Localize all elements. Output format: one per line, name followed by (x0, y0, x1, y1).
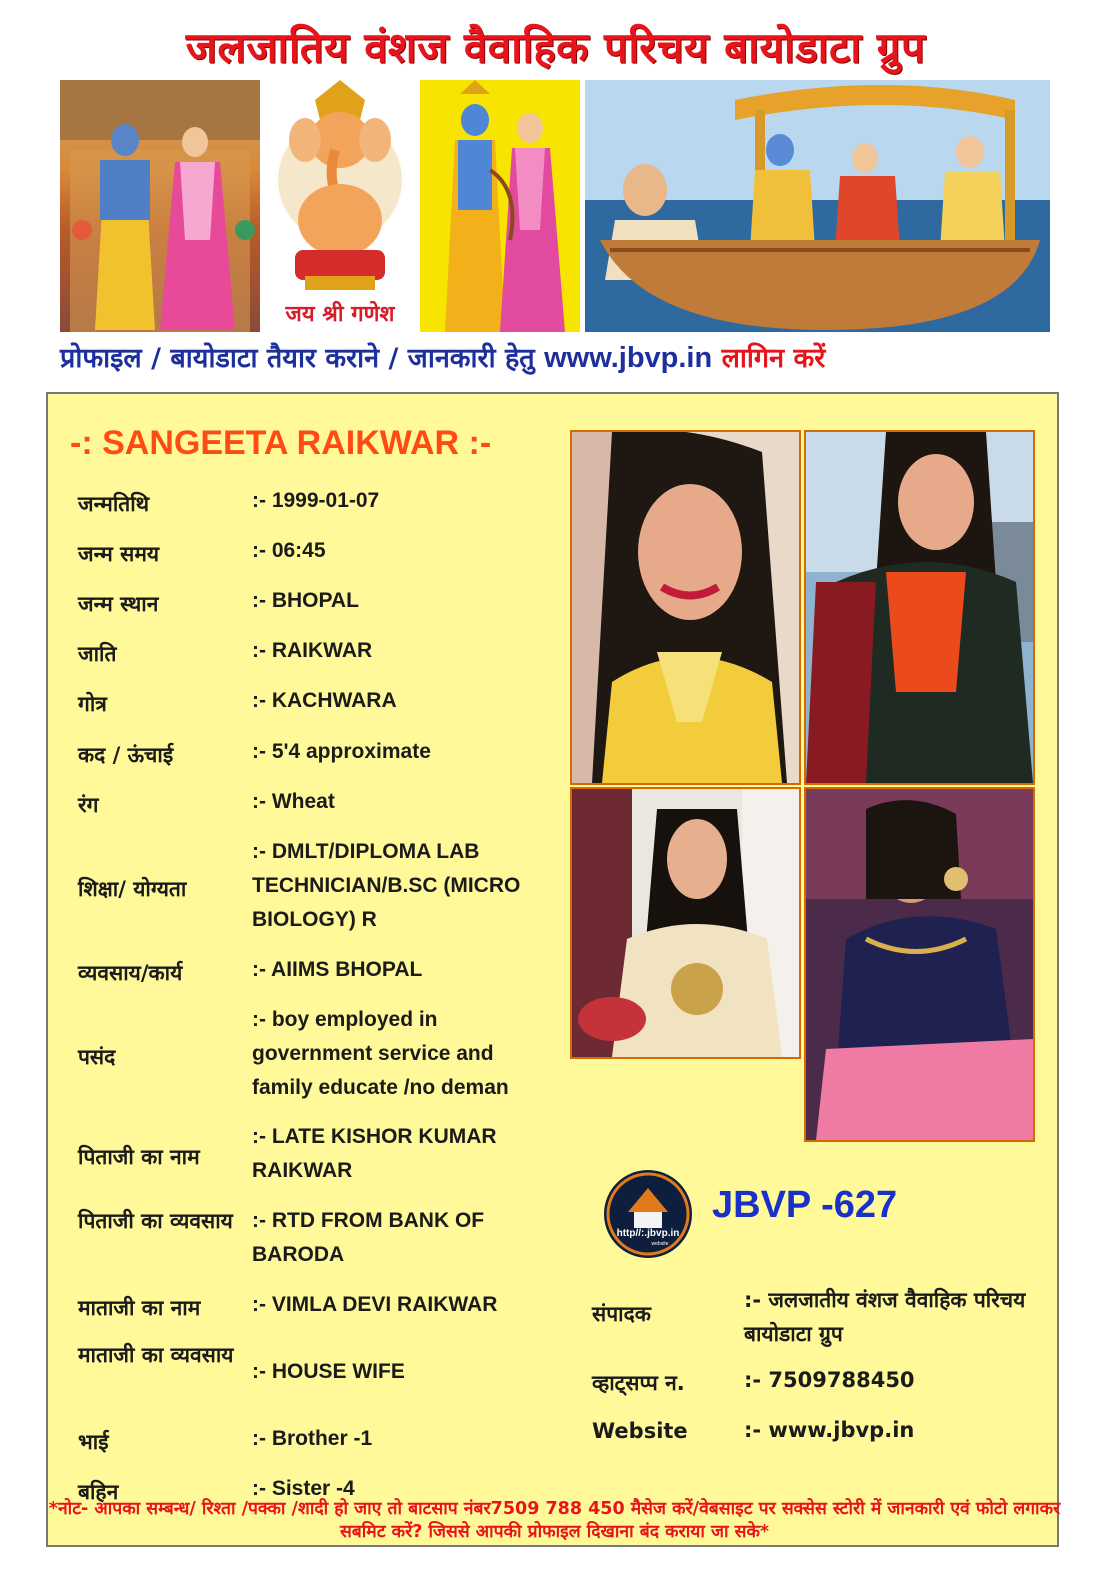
field-value: :- DMLT/DIPLOMA LAB TECHNICIAN/B.SC (MICRO BIOLOGY) R (252, 840, 521, 931)
field-value: :- RAIKWAR (252, 639, 373, 662)
contact-value[interactable]: :- www.jbvp.in (744, 1418, 915, 1442)
ganesh-caption: जय श्री गणेश (285, 302, 395, 327)
contact-value[interactable]: :- 7509788450 (744, 1368, 915, 1392)
field-label: जन्म समय (78, 542, 160, 566)
field-value: :- HOUSE WIFE (252, 1360, 405, 1383)
field-label: व्यवसाय/कार्य (78, 961, 183, 985)
footer-note: *नोट- आपका सम्बन्ध/ रिश्ता /पक्का /शादी हो जाए तो बाटसाप नंबर7509 788 450 मैसेज करें/वेबसाइट पर सक्सेस स्टोरी में जानकारी एवं फोटो लगाकर सबमिट करें? जिससे आपकी प्रोफाइल दिखाना बंद कराया जा सके* (48, 1499, 1061, 1542)
field-label: माताजी का नाम (78, 1296, 201, 1320)
contact-value: :- जलजातीय वंशज वैवाहिक परिचय बायोडाटा ग्रुप (744, 1288, 1026, 1346)
field-label: पिताजी का नाम (78, 1145, 200, 1169)
field-value: :- Brother -1 (252, 1427, 373, 1450)
field-value: :- 5'4 approximate (252, 740, 431, 763)
field-value: :- 06:45 (252, 539, 326, 562)
field-label: पिताजी का व्यवसाय (78, 1209, 233, 1233)
field-value: :- LATE KISHOR KUMAR RAIKWAR (252, 1125, 497, 1182)
ram-sita-wedding-image (60, 80, 260, 332)
subtitle (60, 338, 1050, 380)
field-value: :- RTD FROM BANK OF BARODA (252, 1209, 485, 1266)
boat-scene-image (585, 80, 1050, 332)
field-value: :- AIIMS BHOPAL (252, 958, 423, 981)
field-label: भाई (78, 1430, 109, 1454)
contact-label: व्हाट्सप्प न. (592, 1371, 685, 1395)
field-value: :- KACHWARA (252, 689, 397, 712)
jbvp-logo (602, 1168, 694, 1260)
profile-photo-1 (570, 430, 801, 785)
profile-photo-4 (804, 787, 1035, 1142)
field-label: जाति (78, 642, 117, 666)
subtitle-url-link[interactable]: www.jbvp.in (544, 342, 713, 374)
profile-photo-2 (804, 430, 1035, 785)
field-label: जन्मतिथि (78, 492, 150, 516)
field-label: जन्म स्थान (78, 592, 159, 616)
profile-name: -: SANGEETA RAIKWAR :- (70, 424, 492, 462)
ganesh-image (265, 80, 415, 332)
profile-code: JBVP -627 (712, 1184, 898, 1226)
banner-title: जलजातिय वंशज वैवाहिक परिचय बायोडाटा ग्रुप (185, 23, 926, 72)
field-value: :- boy employed in government service and family educate /no deman (252, 1008, 509, 1099)
deity-banner (60, 80, 1050, 332)
logo-sub-text: website (651, 1241, 669, 1247)
field-value: :- Wheat (252, 790, 335, 813)
field-value: :- Sister -4 (252, 1477, 355, 1500)
field-label: गोत्र (78, 692, 107, 716)
field-value: :- BHOPAL (252, 589, 359, 612)
field-value: :- VIMLA DEVI RAIKWAR (252, 1293, 498, 1316)
contact-label: संपादक (592, 1302, 651, 1326)
profile-photo-3 (570, 787, 801, 1059)
field-label: माताजी का व्यवसाय (78, 1343, 234, 1367)
field-label: बहिन (78, 1480, 119, 1504)
field-label: रंग (78, 793, 99, 817)
field-label: कद / ऊंचाई (78, 743, 174, 767)
logo-url-text: http//:.jbvp.in (616, 1228, 680, 1239)
ram-sita-image (420, 80, 580, 332)
subtitle-text: प्रोफाइल / बायोडाटा तैयार कराने / जानकारी हेतु (60, 343, 545, 374)
contact-label: Website (592, 1419, 688, 1443)
subtitle-login-text: लागिन करें (712, 343, 826, 374)
field-label: शिक्षा/ योग्यता (78, 877, 187, 901)
field-value: :- 1999-01-07 (252, 489, 380, 512)
field-label: पसंद (78, 1045, 116, 1069)
